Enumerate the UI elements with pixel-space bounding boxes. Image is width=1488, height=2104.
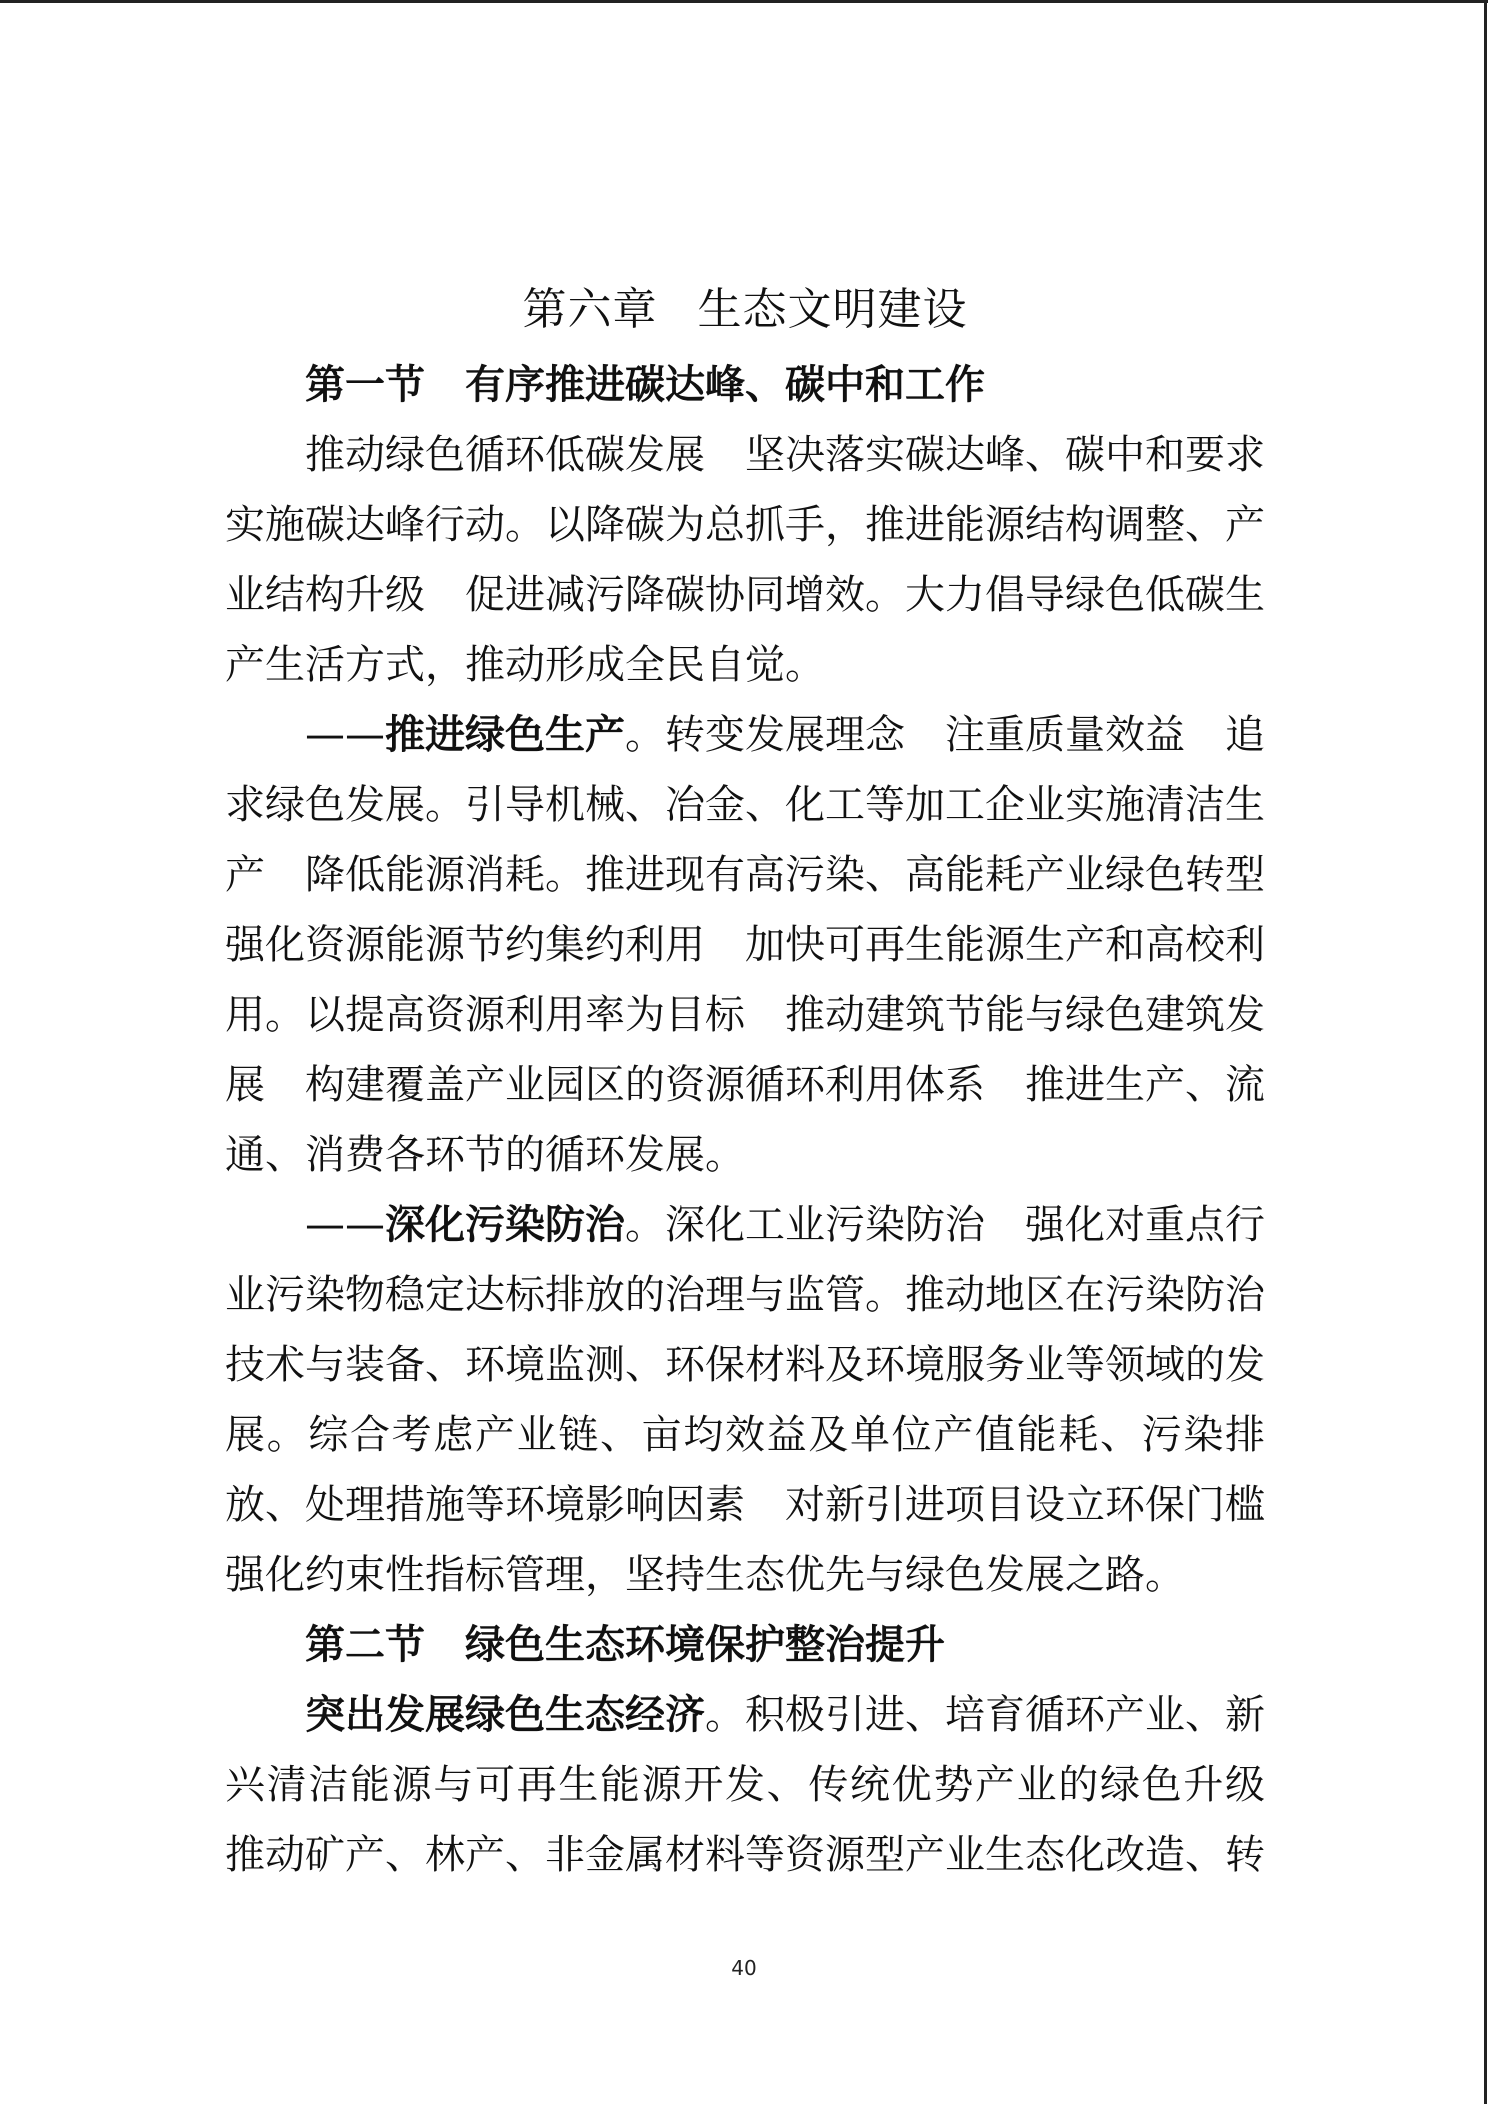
paragraph-body: 。深化工业污染防治 强化对重点行业污染物稳定达标排放的治理与监管。推动地区在污染防治技术与装备、环境监测、环保材料及环境服务业等领域的发展。综合考虑产业链、亩均效益及单位产值能耗、污染排放、处理措施等环境影响因素 对新引进项目设立环保门槛 强化约束性指标管理，坚持生态优先与绿色发展之路。 — [225, 1202, 1305, 1598]
section-number-2: 第二节 — [305, 1622, 425, 1668]
document-page — [225, 270, 1305, 1890]
right-border-line — [1484, 0, 1487, 2104]
paragraph-lead: 突出发展绿色生态经济 — [305, 1692, 705, 1738]
dash-prefix: —— — [305, 712, 385, 758]
chapter-number: 第六章 — [522, 284, 658, 335]
section-name-2: 绿色生态环境保护整治提升 — [465, 1622, 945, 1668]
paragraph-body: 。转变发展理念 注重质量效益 追求绿色发展。引导机械、冶金、化工等加工企业实施清洁生产 降低能源消耗。推进现有高污染、高能耗产业绿色转型 强化资源能源节约集约利用 加快可再生能源生产和高校利用。以提高资源利用率为目标 推动建筑节能与绿色建筑发展 构建覆盖产业园区的资源循环利用体系 推进生产、流通、消费各环节的循环发展。 — [225, 712, 1265, 1178]
top-border-line — [0, 0, 1488, 3]
dash-prefix: —— — [305, 1202, 385, 1248]
paragraph-lead: 推进绿色生产 — [385, 712, 625, 758]
section-number-1: 第一节 — [305, 362, 425, 408]
page-number: 40 — [731, 1956, 757, 1980]
section-title-1 — [225, 350, 1265, 420]
paragraph-green-production — [225, 700, 1265, 1190]
section-title-2 — [225, 1610, 1265, 1680]
paragraph-pollution-control — [225, 1190, 1305, 1610]
chapter-title — [225, 270, 1265, 350]
section-name-1: 有序推进碳达峰、碳中和工作 — [465, 362, 985, 408]
paragraph-lead: 深化污染防治 — [385, 1202, 625, 1248]
paragraph-green-economy — [225, 1680, 1265, 1890]
paragraph-low-carbon: 推动绿色循环低碳发展 坚决落实碳达峰、碳中和要求 实施碳达峰行动。以降碳为总抓手，推进能源结构调整、产业结构升级 促进减污降碳协同增效。大力倡导绿色低碳生产生活方式，推动形成全民自觉。 — [225, 432, 1265, 688]
paragraph-body: 。积极引进、培育循环产业、新兴清洁能源与可再生能源开发、传统优势产业的绿色升级 推动矿产、林产、非金属材料等资源型产业生态化改造、转 — [225, 1692, 1265, 1878]
chapter-name: 生态文明建设 — [697, 284, 968, 335]
